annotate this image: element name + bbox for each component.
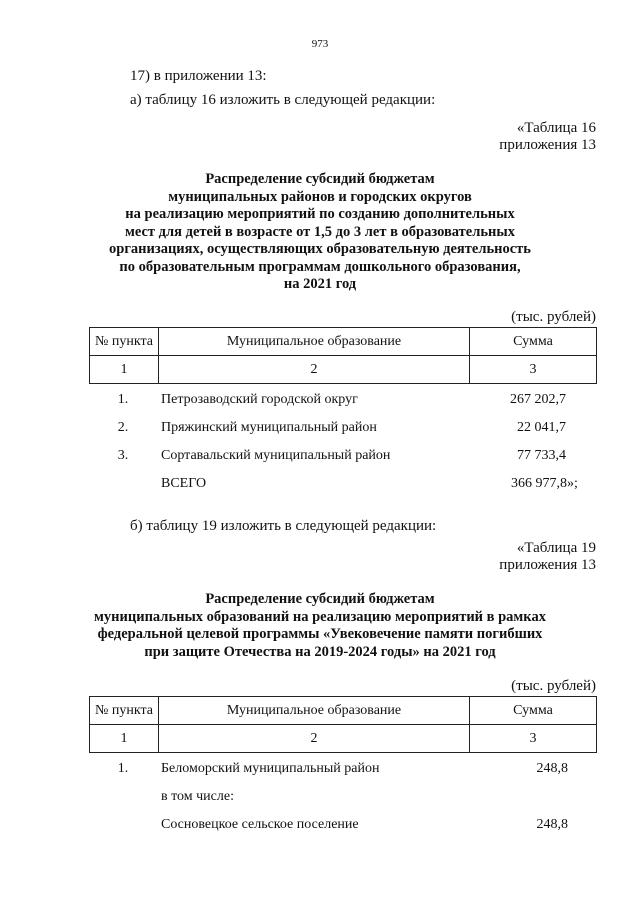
row-municipality: Сортавальский муниципальный район: [161, 448, 391, 463]
row-number: 3.: [117, 448, 129, 463]
row-municipality: Пряжинский муниципальный район: [161, 420, 377, 435]
item-17: 17) в приложении 13:: [130, 68, 267, 84]
header-col-2: 2: [159, 725, 470, 753]
table16-title-line: организациях, осуществляющих образовательную деятельность: [109, 241, 531, 257]
row-municipality: Сосновецкое сельское поселение: [161, 817, 359, 832]
table19-ref-line2: приложения 13: [499, 557, 596, 573]
row-number: 1.: [117, 761, 129, 776]
row-sum: 267 202,7: [510, 392, 566, 407]
table19-title-line: муниципальных образований на реализацию мероприятий в рамках: [94, 608, 546, 625]
header-col-3: 3: [470, 725, 597, 753]
header-col-2: 2: [159, 356, 470, 384]
row-municipality: ВСЕГО: [161, 476, 207, 491]
header-sum: Сумма: [470, 328, 597, 356]
sub-item-a: а) таблицу 16 изложить в следующей редакции:: [130, 92, 436, 108]
table19-title-line: Распределение субсидий бюджетам: [205, 591, 435, 607]
row-sum: 248,8: [536, 817, 568, 832]
table16-title-line: мест для детей в возрасте от 1,5 до 3 лет в образовательных: [125, 223, 515, 240]
table19-units: (тыс. рублей): [511, 678, 596, 694]
table16-title-line: на 2021 год: [283, 276, 357, 292]
page-number: 973: [311, 38, 329, 50]
table19-title-line: федеральной целевой программы «Увековечение памяти погибших: [97, 626, 543, 642]
table19-title: [40, 591, 600, 661]
table19-title-line: при защите Отечества на 2019-2024 годы» на 2021 год: [144, 643, 496, 660]
row-sum: 366 977,8»;: [511, 476, 578, 491]
table19-header: [89, 696, 597, 753]
row-sum: 77 733,4: [517, 448, 566, 463]
table16-header: [89, 327, 597, 384]
row-sum: 22 041,7: [517, 420, 566, 435]
table16-ref-line1: «Таблица 16: [516, 120, 596, 136]
table16-title-line: муниципальных районов и городских округов: [168, 188, 472, 205]
header-number: № пункта: [90, 697, 159, 725]
table19-ref-line1: «Таблица 19: [516, 540, 596, 556]
header-number: № пункта: [90, 328, 159, 356]
row-sum: 248,8: [536, 761, 568, 776]
header-sum: Сумма: [470, 697, 597, 725]
table16-title-line: Распределение субсидий бюджетам: [205, 171, 435, 187]
table16-title-line: на реализацию мероприятий по созданию дополнительных: [125, 206, 515, 222]
row-municipality: Петрозаводский городской округ: [161, 392, 358, 407]
header-col-1: 1: [90, 356, 159, 384]
header-municipality: Муниципальное образование: [159, 328, 470, 356]
header-col-3: 3: [470, 356, 597, 384]
table16-units: (тыс. рублей): [511, 309, 596, 325]
sub-item-b: б) таблицу 19 изложить в следующей редакции:: [130, 518, 437, 534]
header-municipality: Муниципальное образование: [159, 697, 470, 725]
table16-title: [40, 171, 600, 294]
table16-ref-line2: приложения 13: [499, 137, 596, 153]
row-municipality: в том числе:: [161, 789, 234, 804]
row-municipality: Беломорский муниципальный район: [161, 761, 380, 776]
header-col-1: 1: [90, 725, 159, 753]
row-number: 1.: [117, 392, 129, 407]
table16-title-line: по образовательным программам дошкольного образования,: [119, 258, 521, 275]
row-number: 2.: [117, 420, 129, 435]
